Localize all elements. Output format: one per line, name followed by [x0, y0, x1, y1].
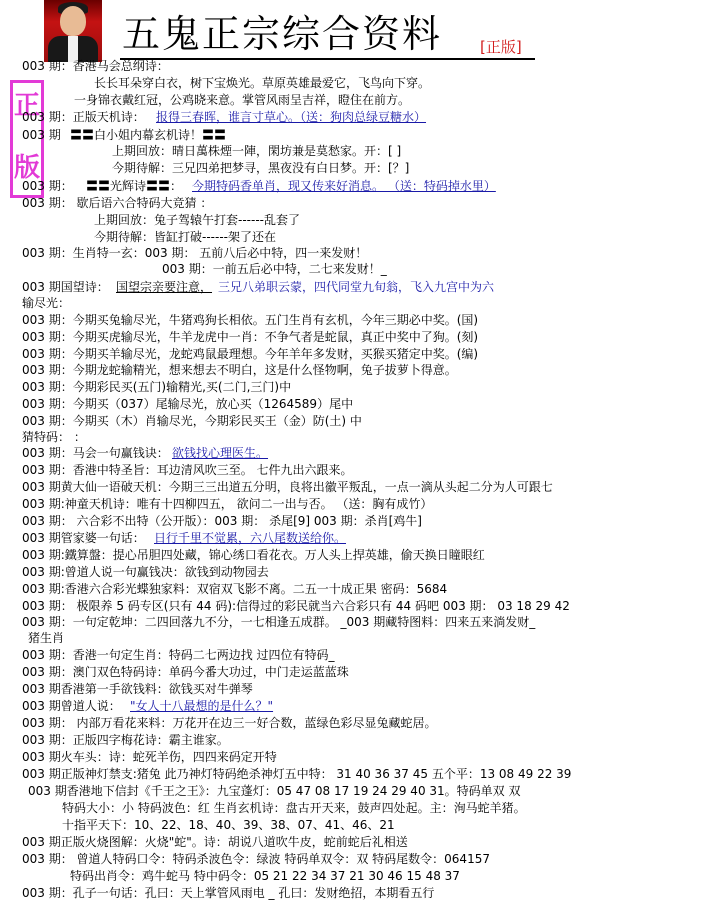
photo-face — [60, 6, 86, 36]
prediction-line: 003 期：马会一句赢钱诀： — [22, 446, 169, 460]
prediction-line: 003 期：澳门双色特码诗：单码今番大功过，中门走运蓝蓝珠 — [22, 665, 349, 679]
prediction-line: 003 期香港地下信封《千王之王》：九宝蓬灯：05 47 08 17 19 24 29 40 31。特码单双 双 — [28, 784, 521, 798]
prediction-line: 003 期：今期买羊输尽光，龙蛇鸡鼠最理想。今年羊年多发财，买猴买猪定中奖。(编) — [22, 347, 479, 361]
prediction-line: 特码出肖令：鸡牛蛇马 特中码令：05 21 22 34 37 21 30 46 15 48 37 — [70, 869, 460, 883]
prediction-line: 长长耳朵穿白衣，树下宝焕光。草原英雄最爱它，飞鸟向下穿。 — [94, 76, 431, 90]
prediction-line: 003 期： 歇后语六合特码大竞猜 ： — [22, 196, 213, 210]
prediction-line: 003 期:鐵算盤：提心吊胆四处藏，锦心绣口看花衣。万人头上捍英雄，偷天换日瞳眼红 — [22, 548, 485, 562]
prediction-line: 003 期：今期买（037）尾输尽光，放心买（1264589）尾中 — [22, 397, 354, 411]
prediction-line: 003 期： 极限养 5 码专区(只有 44 码):信得过的彩民就当六合彩只有 44 码吧 003 期： 03 18 29 42 — [22, 599, 570, 613]
prediction-line: 猪生肖 — [28, 631, 65, 645]
prediction-line: 003 期:曾道人说一句赢钱决：欲钱到动物园去 — [22, 565, 269, 579]
prediction-line: 003 期:神童天机诗：唯有十四柳四五， 欲问二一出与否。 （送：胸有成竹） — [22, 497, 433, 511]
prediction-line: 003 期正版火烧图解：火烧"蛇"。诗：胡说八道吹牛皮，蛇前蛇后礼相送 — [22, 835, 408, 849]
prediction-line: 003 期：生肖特一玄：003 期： 五前八后必中特，四一来发财！ — [22, 246, 368, 260]
prediction-line: 今期待解：三兄四弟把梦寻，黑夜没有白日梦。开：[？] — [112, 161, 410, 175]
prediction-line: 003 期：香港中特圣旨：耳边清风吹三至。 七件九出六跟来。 — [22, 463, 353, 477]
prediction-line: 003 期：今期买（木）肖输尽光，今期彩民买王（金）防(土) 中 — [22, 414, 362, 428]
prediction-line: 003 期国望诗： — [22, 280, 109, 294]
prediction-line: 〓〓光辉诗〓〓： — [86, 179, 183, 193]
prediction-line: 003 期：今期买兔输尽光，牛猪鸡狗长相依。五门生肖有玄机，今年三期必中奖。(国) — [22, 313, 479, 327]
prediction-line: 003 期： — [22, 179, 73, 193]
prediction-line: 003 期香港第一手欲钱料：欲钱买对牛弹琴 — [22, 682, 253, 696]
highlight-link-line[interactable]: 欲钱找心理医生。 — [172, 446, 269, 460]
prediction-line: 003 期正版神灯禁支:猪兔 此乃神灯特码绝杀神灯五中特： 31 40 36 37 45 五个平：13 08 49 22 39 — [22, 767, 572, 781]
highlight-link-line[interactable]: 国望宗亲要注意， — [116, 280, 213, 294]
prediction-line: 003 期：一句定乾坤：二四回落九不分，一七相逢五成群。 _003 期藏特图料：四来五来淌发财_ — [22, 615, 536, 629]
highlight-link-line[interactable]: 今期特码香单肖，现又传来好消息。 （送：特码掉水里） — [192, 179, 496, 193]
prediction-line: 003 期：香港一句定生肖：特码二七两边找 过四位有特码_ — [22, 648, 335, 662]
header-photo — [44, 0, 102, 62]
prediction-line: 猜特码： ： — [22, 430, 86, 444]
prediction-line: 003 期：一前五后必中特，二七来发财！_ — [162, 262, 387, 276]
prediction-line: 003 期：孔子一句话：孔曰：天上掌管风雨电 _ 孔曰：发财绝招，本期看五行 — [22, 886, 435, 900]
prediction-line: 输尽光： — [22, 296, 71, 310]
edition-badge[interactable]: [正版] — [480, 38, 522, 56]
prediction-line: 003 期:香港六合彩光蝶独家料：双宿双飞影不离。二五一十成正果 密码：5684 — [22, 582, 448, 596]
prediction-line: 003 期：香港马会总纲诗： — [22, 59, 169, 73]
prediction-line: 今期待解：皆缸打破------架了还在 — [94, 230, 276, 244]
prediction-line: 003 期 — [22, 128, 61, 142]
prediction-line: 003 期火车头：诗：蛇死羊伤，四四来码定开特 — [22, 750, 277, 764]
prediction-line: 003 期：今期买虎输尽光，牛羊龙虎中一肖：不争气者是蛇鼠，真正中奖中了狗。(刻) — [22, 330, 479, 344]
stamp-char-bottom: 版 — [13, 153, 40, 183]
prediction-line: 003 期：今期龙蛇输精光，想来想去不明白，这是什么怪物啊，兔子拔萝卜得意。 — [22, 363, 457, 377]
prediction-line: 一身锦衣戴红冠，公鸡晓来意。掌管风雨呈吉祥，瞪住在前方。 — [74, 93, 411, 107]
prediction-line: 003 期黄大仙一语破天机：今期三三出道五分明，良将出徽平叛乱，一点一滴从头起二分为人可跟七 — [22, 480, 553, 494]
highlight-link-line[interactable]: 日行千里不觉累，六八尾数送给你。 — [154, 531, 347, 545]
prediction-line: 三兄八弟职云蒙，四代同堂九旬翁，飞入九宫中为六 — [218, 280, 495, 294]
prediction-line: 003 期管家婆一句话： — [22, 531, 145, 545]
stamp-char-top: 正 — [13, 91, 40, 121]
prediction-line: 特码大小：小 特码波色：红 生肖玄机诗：盘古开天来，鼓声四处起。主：洵马蛇羊猪。 — [62, 801, 526, 815]
prediction-line: 上期回放：晴日萬株煙一陣，閑坊兼是莫愁家。开：[ ] — [112, 144, 402, 158]
prediction-line: 〓〓白小姐内幕玄机诗！〓〓 — [70, 128, 227, 142]
title-underline — [120, 58, 535, 60]
prediction-line: 003 期曾道人说： — [22, 699, 121, 713]
page-title: 五鬼正宗综合资料 — [122, 12, 443, 56]
highlight-link-line[interactable]: "女人十八最想的是什么？" — [130, 699, 274, 713]
prediction-line: 003 期：正版天机诗： — [22, 110, 145, 124]
prediction-line: 十指平天下：10、22、18、40、39、38、07、41、46、21 — [62, 818, 395, 832]
prediction-line: 003 期： 内部万看花来料：万花开在边三一好合数，蓝绿色彩尽显兔藏蛇居。 — [22, 716, 437, 730]
prediction-line: 003 期：正版四字梅花诗：霸主谁家。 — [22, 733, 229, 747]
prediction-line: 003 期：今期彩民买(五门)输精光,买(二门,三门)中 — [22, 380, 292, 394]
highlight-link-line[interactable]: 报得三春晖，谁言寸草心。（送：狗肉总绿豆糖水） — [156, 110, 427, 124]
prediction-line: 003 期： 六合彩不出特（公开版）：003 期： 杀尾[9] 003 期：杀肖[鸡牛] — [22, 514, 422, 528]
prediction-line: 003 期： 曾道人特码口令：特码杀波色令：绿波 特码单双令：双 特码尾数令：064157 — [22, 852, 490, 866]
prediction-line: 上期回放：兔子驾辕午打套------乱套了 — [94, 213, 300, 227]
